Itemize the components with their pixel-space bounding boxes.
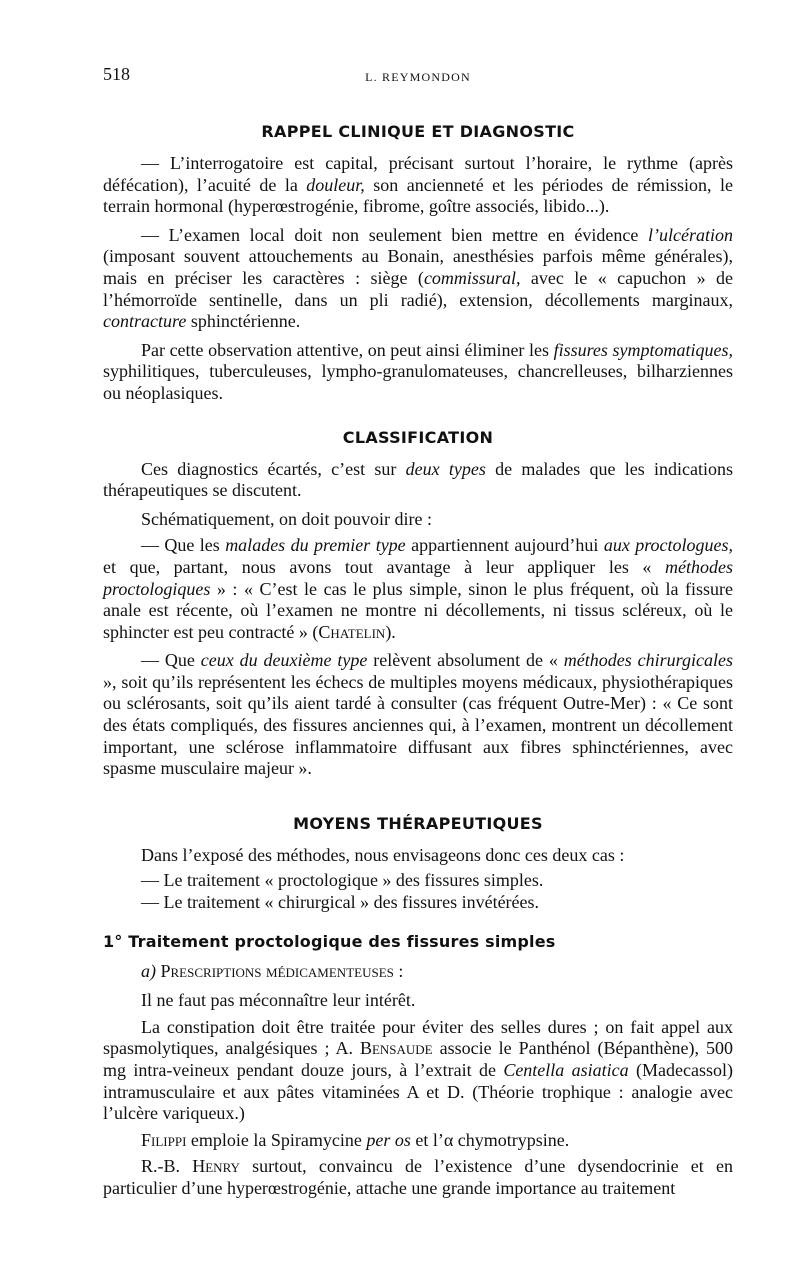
paragraph: Il ne faut pas méconnaître leur intérêt. bbox=[141, 990, 416, 1011]
paragraph: Dans l’exposé des méthodes, nous envisageons donc ces deux cas : bbox=[141, 844, 625, 865]
list-item: — Le traitement « proctologique » des fissures simples. bbox=[141, 870, 544, 891]
paragraph: — L’interrogatoire est capital, précisant surtout l’horaire, le rythme (après défécation), l’acuité de la douleur, son ancienneté et les périodes de rémission, le terrain hormonal (hyperœstrogénie, fibrome, goître associés, libido...). bbox=[103, 153, 733, 217]
section-title-rappel: RAPPEL CLINIQUE ET DIAGNOSTIC bbox=[261, 122, 575, 141]
subheading: a) Prescriptions médicamenteuses : bbox=[141, 960, 404, 981]
page-header bbox=[103, 60, 733, 90]
paragraph: La constipation doit être traitée pour éviter des selles dures ; on fait appel aux spasmolytiques, analgésiques ; A. Bensaude associe le Panthénol (Bépanthène), 500 mg intra-veineux pendant douze jours, à l’extrait de Centella asiatica (Madecassol) intramusculaire et aux pâtes vitaminées A et D. (Théorie trophique : analogie avec l’ulcère variqueux.) bbox=[103, 1016, 733, 1124]
section-title-classification: CLASSIFICATION bbox=[342, 427, 494, 447]
subsection-title: 1° Traitement proctologique des fissures simples bbox=[103, 931, 556, 951]
section-title-moyens: MOYENS THÉRAPEUTIQUES bbox=[293, 813, 543, 833]
page bbox=[103, 60, 733, 1200]
paragraph: — L’examen local doit non seulement bien mettre en évidence l’ulcération (imposant souvent attouchements au Bonain, anesthésies parfois même générales), mais en préciser les caractères : siège (commissural, avec le « capuchon » de l’hémorroïde sentinelle, dans un pli radié), extension, décollements marginaux, contracture sphinctérienne. bbox=[103, 224, 734, 332]
paragraph: Par cette observation attentive, on peut ainsi éliminer les fissures symptomatiques, syphilitiques, tuberculeuses, lympho-granulomateuses, chancrelleuses, bilharziennes ou néoplasiques. bbox=[103, 339, 733, 403]
paragraph: R.-B. Henry surtout, convaincu de l’existence d’une dysendocrinie et en particulier d’une hyperœstrogénie, attache une grande importance au traitement bbox=[103, 1156, 733, 1198]
paragraph: Schématiquement, on doit pouvoir dire : bbox=[141, 508, 432, 529]
paragraph: — Que ceux du deuxième type relèvent absolument de « méthodes chirurgicales », soit qu’ils représentent les échecs de multiples moyens médicaux, physiothérapiques ou sclérosants, soit qu’ils aient tardé à consulter (cas fréquent Outre-Mer) : « Ce sont des états compliqués, des fissures anciennes qui, à l’examen, montrent un décollement important, une sclérose inflammatoire diffusant aux fibres sphinctériennes, avec spasme musculaire majeur ». bbox=[103, 650, 733, 779]
page-number: 518 bbox=[103, 64, 130, 84]
running-head: L. REYMONDON bbox=[365, 70, 471, 84]
paragraph: Filippi emploie la Spiramycine per os et l’α chymotrypsine. bbox=[141, 1129, 570, 1150]
paragraph: — Que les malades du premier type appartiennent aujourd’hui aux proctologues, et que, partant, nous avons tout avantage à leur appliquer les « méthodes proctologiques » : « C’est le cas le plus simple, sinon le plus fréquent, où la fissure anale est récente, où l’examen ne montre ni décollements, ni tissus scléreux, où le sphincter est peu contracté » (Chatelin). bbox=[103, 535, 734, 642]
paragraph: Ces diagnostics écartés, c’est sur deux types de malades que les indications thérapeutiques se discutent. bbox=[103, 458, 734, 501]
list-item: — Le traitement « chirurgical » des fissures invétérées. bbox=[141, 892, 540, 913]
